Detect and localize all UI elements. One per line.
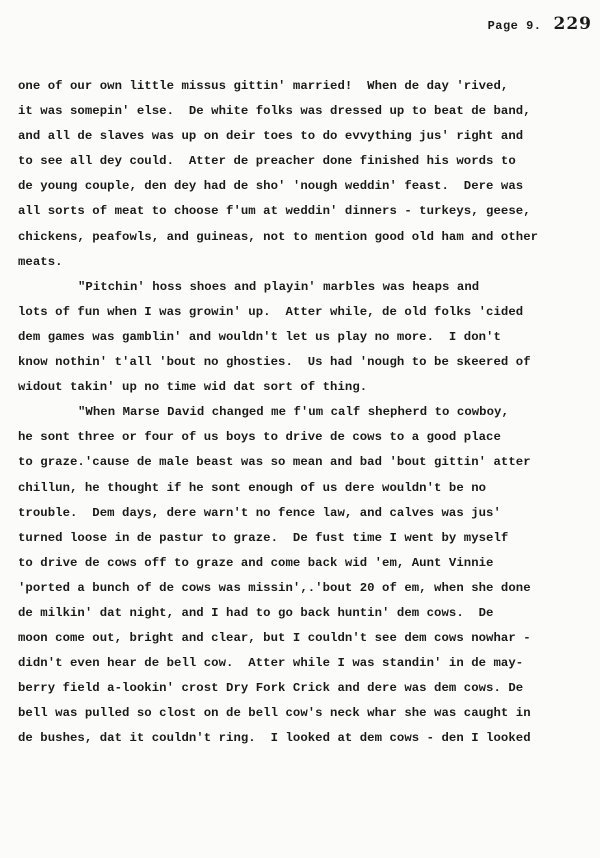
text-line: lots of fun when I was growin' up. Atter while, de old folks 'cided [18,304,524,319]
text-line: dem games was gamblin' and wouldn't let us play no more. I don't [18,329,501,344]
text-line: to see all dey could. Atter de preacher done finished his words to [18,154,516,169]
text-line: widout takin' up no time wid dat sort of thing. [18,380,368,395]
text-line: de milkin' dat night, and I had to go back huntin' dem cows. De [18,605,494,620]
text-line: 'ported a bunch of de cows was missin',.'bout 20 of em, when she done [18,580,531,595]
text-line: moon come out, bright and clear, but I couldn't see dem cows nowhar - [18,631,531,646]
text-line: to drive de cows off to graze and come back wid 'em, Aunt Vinnie [18,555,494,570]
page-number: 229 [553,14,592,34]
page-header [488,14,592,34]
text-line: didn't even hear de bell cow. Atter while I was standin' in de may- [18,656,524,671]
text-line: he sont three or four of us boys to drive de cows to a good place [18,430,501,445]
text-line: it was somepin' else. De white folks was dressed up to beat de band, [18,104,531,119]
text-line: know nothin' t'all 'bout no ghosties. Us had 'nough to be skeered of [18,355,531,370]
text-line: to graze.'cause de male beast was so mean and bad 'bout gittin' atter [18,455,531,470]
paragraph-first-line: "When Marse David changed me f'um calf shepherd to cowboy, [78,405,509,420]
text-line: de bushes, dat it couldn't ring. I looked at dem cows - den I looked [18,731,531,746]
text-line: meats. [18,254,63,269]
typed-body-text [18,74,596,752]
paragraph-first-line: "Pitchin' hoss shoes and playin' marbles was heaps and [78,279,480,294]
text-line: bell was pulled so clost on de bell cow's neck whar she was caught in [18,706,531,721]
text-line: trouble. Dem days, dere warn't no fence law, and calves was jus' [18,505,501,520]
text-line: one of our own little missus gittin' married! When de day 'rived, [18,79,509,93]
text-line: chickens, peafowls, and guineas, not to mention good old ham and other [18,229,539,244]
text-line: turned loose in de pastur to graze. De fust time I went by myself [18,530,509,545]
text-line: berry field a-lookin' crost Dry Fork Crick and dere was dem cows. De [18,681,524,696]
text-line: chillun, he thought if he sont enough of us dere wouldn't be no [18,480,487,495]
page-label: Page 9. [487,19,542,33]
text-line: and all de slaves was up on deir toes to do evvything jus' right and [18,129,524,144]
text-line: de young couple, den dey had de sho' 'nough weddin' feast. Dere was [18,179,524,194]
text-line: all sorts of meat to choose f'um at weddin' dinners - turkeys, geese, [18,204,531,219]
